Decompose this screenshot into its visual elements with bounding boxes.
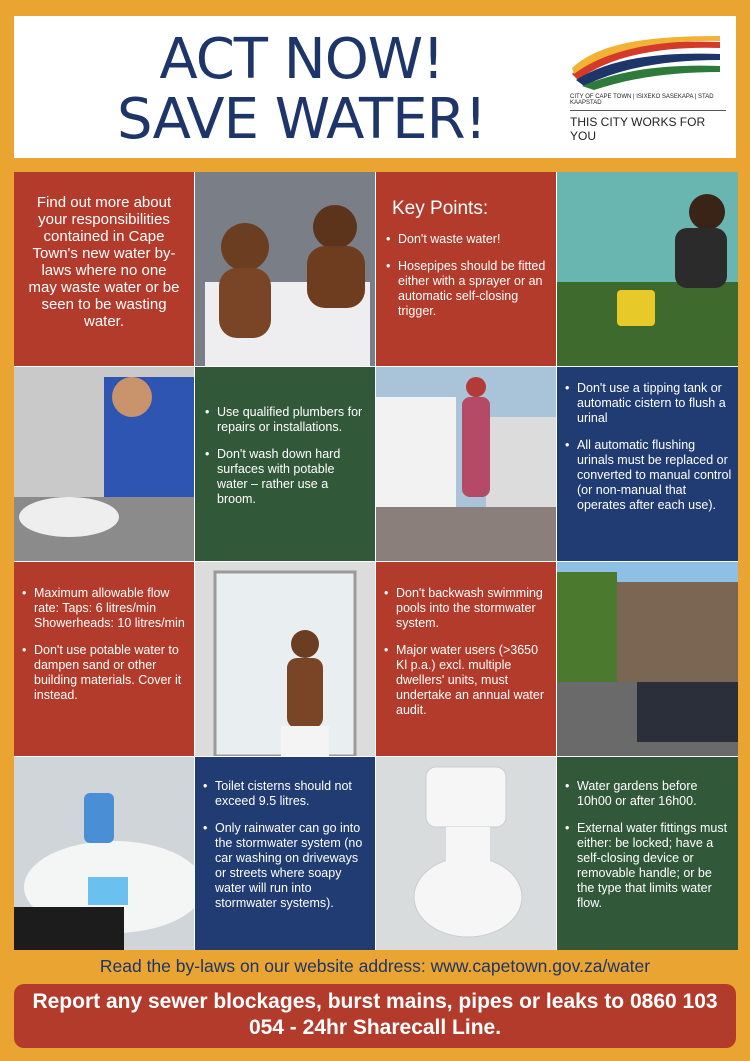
intro-text: Find out more about your responsibilities contained in Cape Town's new water by-laws where no one may waste water or be seen to be wasting water. <box>28 194 180 330</box>
urinals-list <box>565 381 732 513</box>
list-item: • Major water users (>3650 Kl p.a.) excl. multiple dwellers' units, must undertake an annual water audit. <box>384 643 550 718</box>
cisterns-list <box>203 779 369 911</box>
photo-hand-basin <box>14 757 194 950</box>
list-item: • Don't backwash swimming pools into the stormwater system. <box>384 586 550 631</box>
pools-panel <box>376 562 556 756</box>
report-banner: Report any sewer blockages, burst mains, pipes or leaks to 0860 103 054 - 24hr Sharecall Line. <box>14 984 736 1048</box>
key-points-panel <box>376 172 556 366</box>
plumbers-panel <box>195 367 375 561</box>
list-item: • Don't use potable water to dampen sand or other building materials. Cover it instead. <box>22 643 188 703</box>
list-item: • Don't use a tipping tank or automatic cistern to flush a urinal <box>565 381 732 426</box>
poster-header <box>14 16 736 158</box>
gardens-list <box>565 779 732 911</box>
list-item: • Only rainwater can go into the stormwater system (no car washing on driveways or streets where soapy water will run into stormwater systems). <box>203 821 369 911</box>
list-item: • Water gardens before 10h00 or after 16h00. <box>565 779 732 809</box>
list-item: • Don't waste water! <box>386 232 548 247</box>
gardens-panel <box>557 757 738 950</box>
key-points-list <box>386 232 548 319</box>
poster-title: ACT NOW! SAVE WATER! <box>116 27 487 152</box>
photo-toilet <box>376 757 556 950</box>
cisterns-panel <box>195 757 375 950</box>
key-points-heading: Key Points: <box>392 198 489 219</box>
list-item: • Don't wash down hard surfaces with potable water – rather use a broom. <box>205 447 367 507</box>
list-item: • All automatic flushing urinals must be replaced or converted to manual control (or non-manual that operates after each use). <box>565 438 732 513</box>
photo-boy-shower <box>195 562 375 756</box>
info-grid <box>14 172 738 950</box>
list-item: • Toilet cisterns should not exceed 9.5 litres. <box>203 779 369 809</box>
list-item: • Maximum allowable flow rate: Taps: 6 litres/min Showerheads: 10 litres/min <box>22 586 188 631</box>
photo-woman-sweeping <box>376 367 556 561</box>
logo-subtitle: CITY OF CAPE TOWN | ISIXEKO SASEKAPA | STAD KAAPSTAD <box>570 94 714 106</box>
city-logo-swoosh-icon <box>570 34 726 90</box>
list-item: • External water fittings must either: be locked; have a self-closing device or removable handle; or be the type that limits water flow. <box>565 821 732 911</box>
flow-rate-list <box>22 586 188 703</box>
photo-house-garden <box>557 562 738 756</box>
urinals-panel <box>557 367 738 561</box>
pools-list <box>384 586 550 718</box>
website-link[interactable]: Read the by-laws on our website address: www.capetown.gov.za/water <box>99 956 651 976</box>
photo-plumber <box>14 367 194 561</box>
photo-children-bath <box>195 172 375 366</box>
photo-woman-washing-car <box>557 172 738 366</box>
list-item: • Hosepipes should be fitted either with a sprayer or an automatic self-closing trigger. <box>386 259 548 319</box>
plumbers-list <box>205 405 367 507</box>
logo-slogan: THIS CITY WORKS FOR YOU <box>570 115 706 143</box>
logo-divider <box>570 110 726 111</box>
intro-panel <box>14 172 194 366</box>
list-item: • Use qualified plumbers for repairs or installations. <box>205 405 367 435</box>
city-logo <box>570 34 726 154</box>
flow-rate-panel <box>14 562 194 756</box>
